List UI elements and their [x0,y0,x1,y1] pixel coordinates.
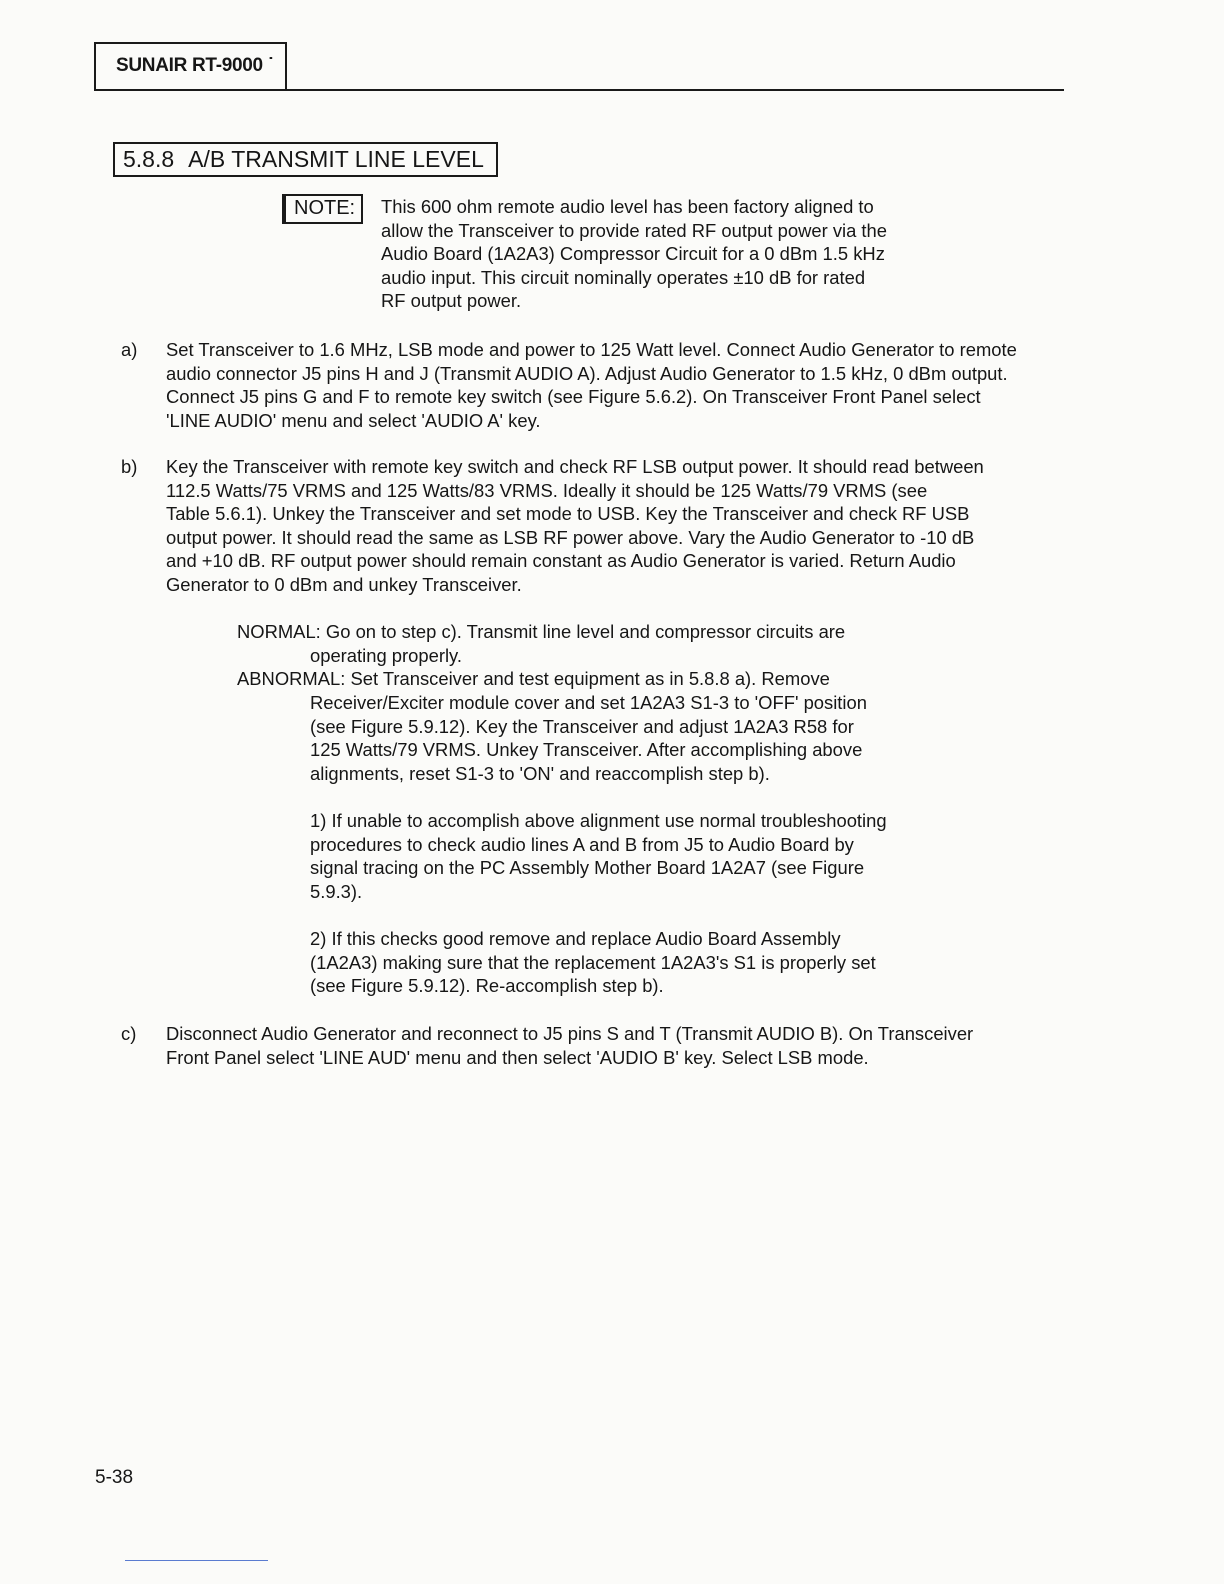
abnormal-label: ABNORMAL: [237,668,346,689]
section-title: A/B TRANSMIT LINE LEVEL [188,146,484,172]
note-text [381,195,926,313]
normal-first-line: Go on to step c). Transmit line level and compressor circuits are [325,621,846,642]
header-rule [94,89,1064,91]
troubleshoot-step-2 [310,927,922,998]
step-a-line: 'LINE AUDIO' menu and select 'AUDIO A' key. [166,409,541,431]
step-c-line: Front Panel select 'LINE AUD' menu and then select 'AUDIO B' key. Select LSB mode. [166,1046,869,1068]
note-line: This 600 ohm remote audio level has been factory aligned to [381,196,874,217]
step-b-line: and +10 dB. RF output power should remain constant as Audio Generator is varied. Return Audio [166,550,956,572]
note-line: Audio Board (1A2A3) Compressor Circuit for a 0 dBm 1.5 kHz [381,243,885,265]
abnormal-body [310,691,922,785]
troubleshoot-line: 1) If unable to accomplish above alignment use normal troubleshooting [310,810,887,831]
troubleshoot-line: 5.9.3). [310,880,363,902]
note-line: RF output power. [381,290,522,312]
troubleshoot-line: procedures to check audio lines A and B from J5 to Audio Board by [310,833,854,855]
abnormal-line: (see Figure 5.9.12). Key the Transceiver and adjust 1A2A3 R58 for [310,715,854,737]
step-c-text [166,1022,1066,1069]
troubleshoot-line: (1A2A3) making sure that the replacement 1A2A3's S1 is properly set [310,951,876,973]
abnormal-first-line: Set Transceiver and test equipment as in 5.8.8 a). Remove [350,668,830,689]
normal-body [310,644,922,668]
document-title: SUNAIR RT-9000 ˙ [116,55,274,76]
abnormal-line: 125 Watts/79 VRMS. Unkey Transceiver. After accomplishing above [310,739,863,761]
troubleshoot-line: (see Figure 5.9.12). Re-accomplish step b). [310,975,664,997]
bottom-divider [125,1560,268,1561]
step-a-line: audio connector J5 pins H and J (Transmit AUDIO A). Adjust Audio Generator to 1.5 kHz, 0 dBm output. [166,362,1008,384]
step-b-line: output power. It should read the same as LSB RF power above. Vary the Audio Generator to -10 dB [166,526,975,548]
abnormal-condition [237,667,830,691]
normal-condition [237,620,845,644]
step-a-line: Connect J5 pins G and F to remote key switch (see Figure 5.6.2). On Transceiver Front Panel select [166,386,981,408]
step-c-label: c) [121,1023,137,1044]
step-b-line: 112.5 Watts/75 VRMS and 125 Watts/83 VRMS. Ideally it should be 125 Watts/79 VRMS (see [166,479,928,501]
troubleshoot-line: signal tracing on the PC Assembly Mother Board 1A2A7 (see Figure [310,857,865,879]
section-number: 5.8.8 [123,146,175,172]
note-line: audio input. This circuit nominally operates ±10 dB for rated [381,266,866,288]
step-a-text [166,338,1066,432]
abnormal-line: alignments, reset S1-3 to 'ON' and reaccomplish step b). [310,762,770,784]
header-box [94,42,287,91]
step-b-line: Generator to 0 dBm and unkey Transceiver. [166,573,522,595]
page-number: 5-38 [95,1467,134,1488]
troubleshoot-step-1 [310,809,922,903]
normal-line: operating properly. [310,645,462,666]
step-a-line: Set Transceiver to 1.6 MHz, LSB mode and power to 125 Watt level. Connect Audio Generator to remote [166,339,1017,360]
normal-label: NORMAL: [237,621,321,642]
step-b-text [166,455,1066,597]
step-b-line: Key the Transceiver with remote key switch and check RF LSB output power. It should read between [166,456,984,477]
step-c-line: Disconnect Audio Generator and reconnect to J5 pins S and T (Transmit AUDIO B). On Transceiver [166,1023,974,1044]
section-heading [113,142,498,177]
step-b-line: Table 5.6.1). Unkey the Transceiver and set mode to USB. Key the Transceiver and check RF USB [166,503,970,525]
note-line: allow the Transceiver to provide rated RF output power via the [381,219,888,241]
step-b-label: b) [121,456,138,477]
step-a-label: a) [121,339,138,360]
troubleshoot-line: 2) If this checks good remove and replace Audio Board Assembly [310,928,841,949]
note-tag: NOTE: [282,194,363,224]
abnormal-line: Receiver/Exciter module cover and set 1A2A3 S1-3 to 'OFF' position [310,692,867,713]
